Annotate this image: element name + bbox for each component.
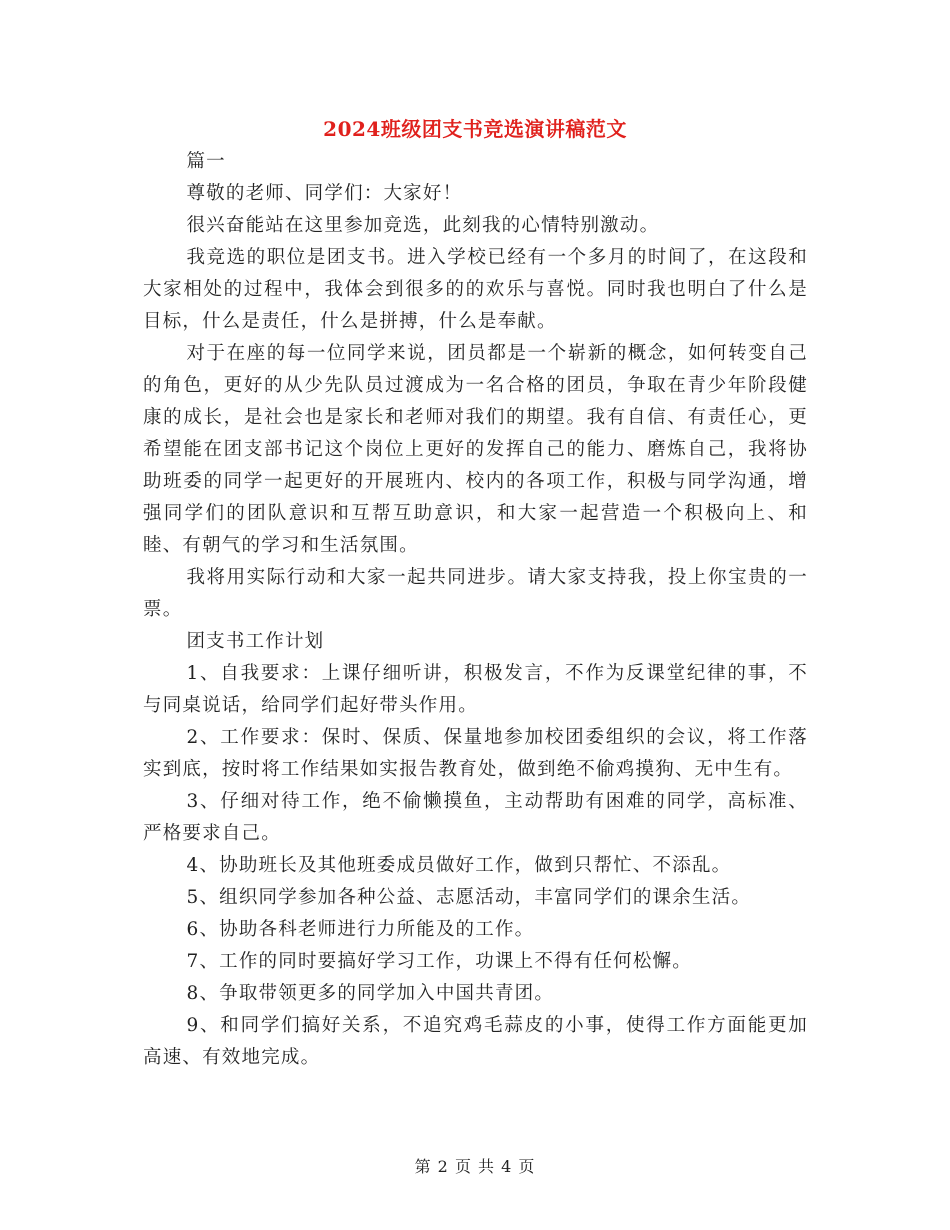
commitment-paragraph: 对于在座的每一位同学来说，团员都是一个崭新的概念，如何转变自己的角色，更好的从少先队员过渡成为一名合格的团员，争取在青少年阶段健康的成长，是社会也是家长和老师对我们的期望。我有自信、有责任心，更希望能在团支部书记这个岗位上更好的发挥自己的能力、磨炼自己，我将协助班委的同学一起更好的开展班内、校内的各项工作，积极与同学沟通，增强同学们的团队意识和互帮互助意识，和大家一起营造一个积极向上、和睦、有朝气的学习和生活氛围。 xyxy=(143,343,808,556)
document-title: 2024班级团支书竞选演讲稿范文 xyxy=(323,117,627,141)
position-paragraph: 我竞选的职位是团支书。进入学校已经有一个多月的时间了，在这段和大家相处的过程中，我体会到很多的的欢乐与喜悦。同时我也明白了什么是目标，什么是责任，什么是拼搏，什么是奉献。 xyxy=(143,247,808,332)
plan-item: 4、协助班长及其他班委成员做好工作，做到只帮忙、不添乱。 xyxy=(186,855,732,876)
greeting-paragraph: 尊敬的老师、同学们：大家好！ xyxy=(186,183,463,204)
plan-item: 5、组织同学参加各种公益、志愿活动，丰富同学们的课余生活。 xyxy=(186,887,752,908)
plan-item: 6、协助各科老师进行力所能及的工作。 xyxy=(186,919,535,940)
page-number-footer: 第 2 页 共 4 页 xyxy=(414,1157,536,1176)
plan-item: 2、工作要求：保时、保质、保量地参加校团委组织的会议，将工作落实到底，按时将工作结果如实报告教育处，做到绝不偷鸡摸狗、无中生有。 xyxy=(143,727,808,780)
closing-paragraph: 我将用实际行动和大家一起共同进步。请大家支持我，投上你宝贵的一票。 xyxy=(143,567,808,620)
plan-item: 8、争取带领更多的同学加入中国共青团。 xyxy=(186,983,555,1004)
work-plan-heading: 团支书工作计划 xyxy=(186,631,325,652)
intro-paragraph: 很兴奋能站在这里参加竞选，此刻我的心情特别激动。 xyxy=(186,215,660,236)
plan-item: 3、仔细对待工作，绝不偷懒摸鱼，主动帮助有困难的同学，高标准、严格要求自己。 xyxy=(143,791,808,844)
document-body xyxy=(143,146,808,1074)
plan-item: 1、自我要求：上课仔细听讲，积极发言，不作为反课堂纪律的事，不与同桌说话，给同学们起好带头作用。 xyxy=(143,663,808,716)
plan-item: 9、和同学们搞好关系，不追究鸡毛蒜皮的小事，使得工作方面能更加高速、有效地完成。 xyxy=(143,1015,808,1068)
plan-item: 7、工作的同时要搞好学习工作，功课上不得有任何松懈。 xyxy=(186,951,692,972)
section-heading-part-one: 篇一 xyxy=(186,151,226,172)
